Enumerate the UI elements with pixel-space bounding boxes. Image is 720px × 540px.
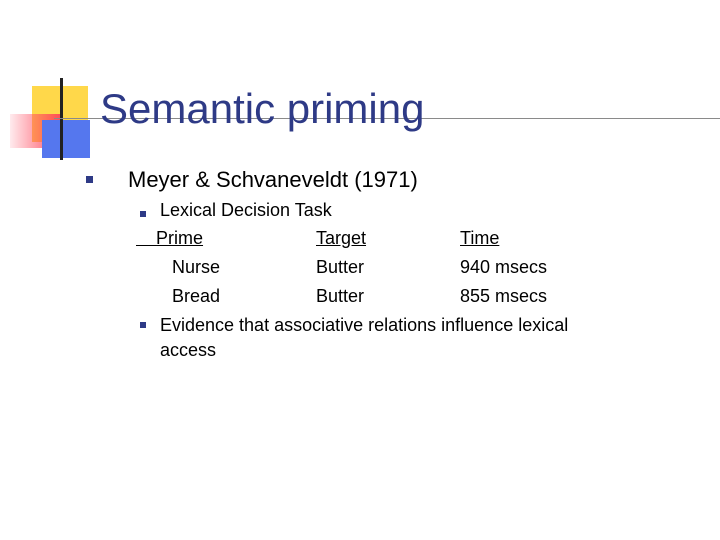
- table-header-target: Target: [316, 228, 367, 248]
- sub-bullet-evidence-line1: Evidence that associative relations influence lexical: [160, 315, 569, 335]
- logo-blue-square: [42, 120, 90, 158]
- sub-bullet-evidence-line2: access: [160, 340, 217, 360]
- table-cell-prime: Bread: [172, 286, 221, 306]
- bullet-reference: Meyer & Schvaneveldt (1971): [128, 167, 418, 192]
- slide-title: Semantic priming: [100, 85, 425, 132]
- table-header-prime: Prime: [156, 228, 204, 248]
- sub-bullet-task: Lexical Decision Task: [160, 200, 332, 220]
- logo-vertical-line: [60, 78, 63, 160]
- square-bullet-icon: [140, 211, 146, 217]
- table-cell-target: Butter: [316, 257, 365, 277]
- table-cell-time: 855 msecs: [460, 286, 548, 306]
- square-bullet-icon: [86, 176, 93, 183]
- square-bullet-icon: [140, 322, 146, 328]
- table-cell-time: 940 msecs: [460, 257, 548, 277]
- table-cell-prime: Nurse: [172, 257, 221, 277]
- table-header-time: Time: [460, 228, 500, 248]
- table-cell-target: Butter: [316, 286, 365, 306]
